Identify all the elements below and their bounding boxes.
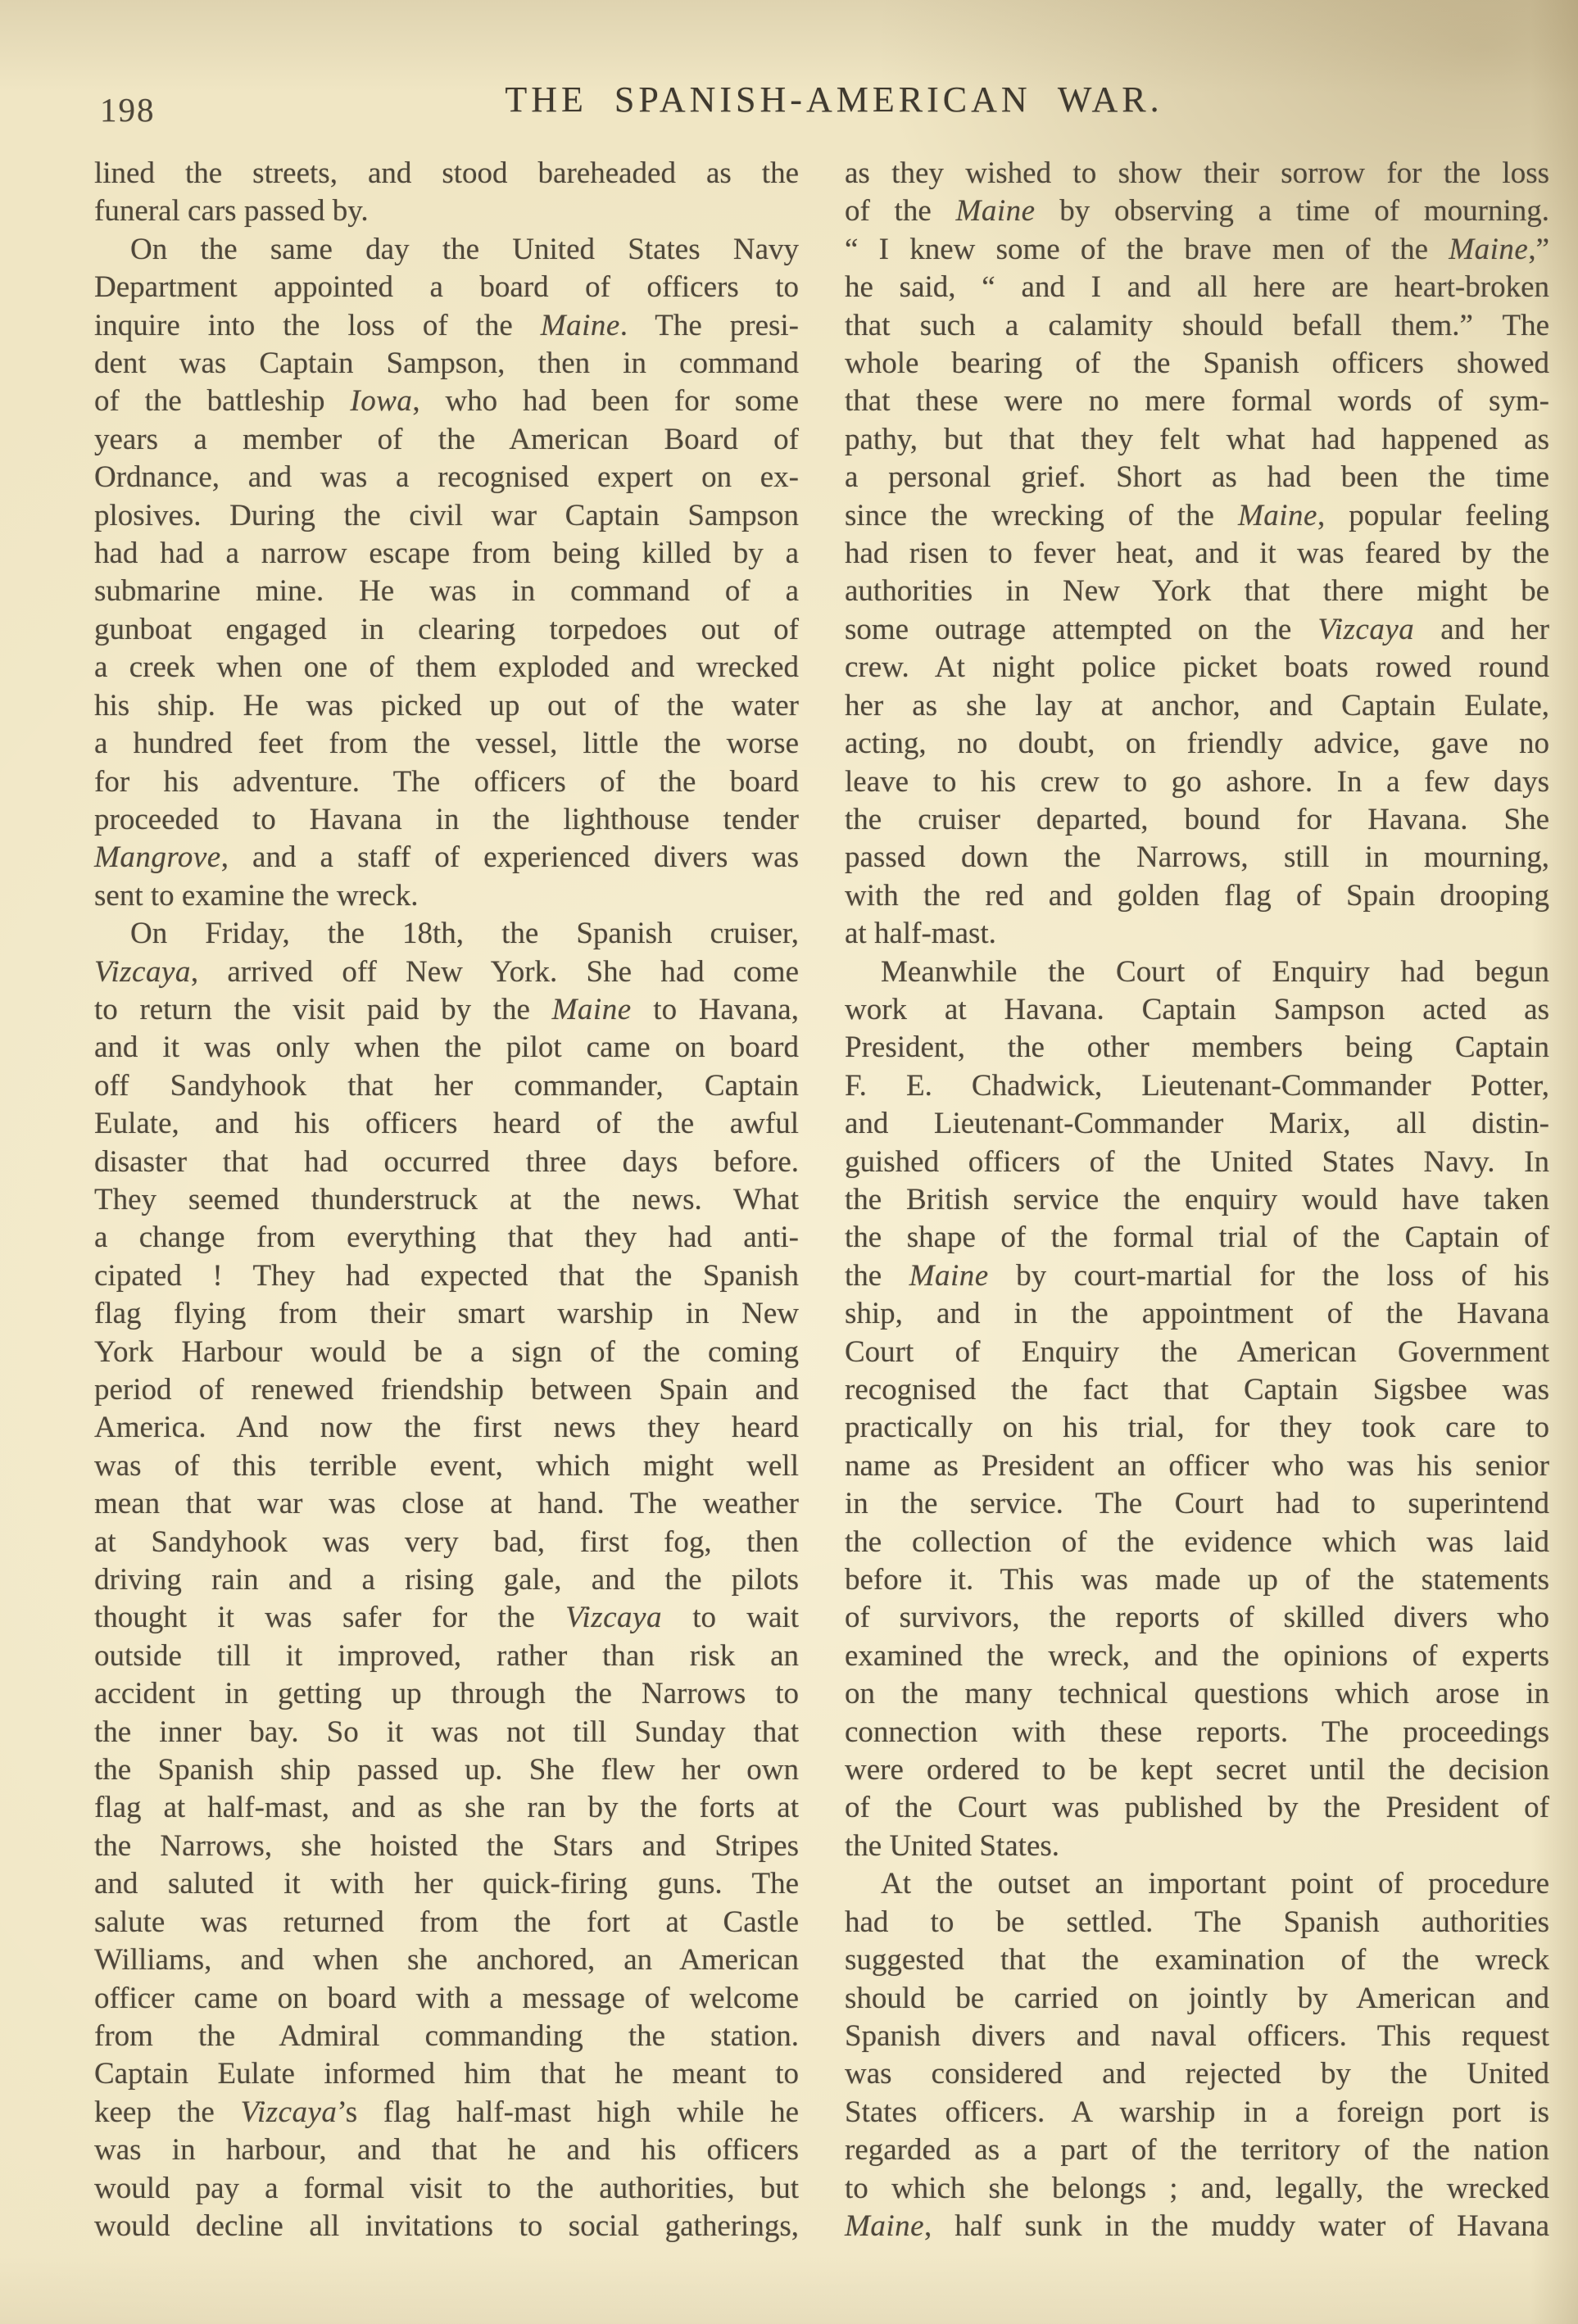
text-line: sent to examine the wreck.: [94, 878, 419, 913]
text-line: of survivors, the reports of skilled divers who: [845, 1601, 1549, 1635]
text-line: York Harbour would be a sign of the coming: [94, 1334, 799, 1369]
text-line: pathy, but that they felt what had happened as: [845, 422, 1549, 456]
text-line: suggested that the examination of the wreck: [845, 1943, 1549, 1977]
text-line: at half-mast.: [845, 917, 996, 951]
text-line: were ordered to be kept secret until the decision: [845, 1753, 1549, 1787]
text-line: They seemed thunderstruck at the news. What: [94, 1182, 799, 1216]
text-line: Williams, and when she anchored, an American: [94, 1943, 799, 1977]
text-line: and Lieutenant-Commander Marix, all distin-: [845, 1107, 1549, 1141]
text-line: President, the other members being Captain: [845, 1031, 1549, 1065]
text-line: work at Havana. Captain Sampson acted as: [845, 992, 1549, 1026]
text-line: Maine, half sunk in the muddy water of Havana: [845, 2208, 1549, 2243]
text-line: of the battleship Iowa, who had been for some: [94, 384, 799, 419]
text-line: had risen to fever heat, and it was feared by the: [845, 537, 1549, 571]
text-line: some outrage attempted on the Vizcaya and her: [845, 612, 1550, 646]
text-line: that these were no mere formal words of sym-: [845, 384, 1549, 419]
text-line: Captain Eulate informed him that he meant to: [94, 2057, 799, 2091]
text-line: officer came on board with a message of welcome: [94, 1981, 799, 2015]
text-line: he said, “ and I and all here are heart-broken: [845, 270, 1549, 305]
text-line: regarded as a part of the territory of the nation: [845, 2133, 1549, 2168]
text-line: F. E. Chadwick, Lieutenant-Commander Potter,: [845, 1068, 1549, 1103]
text-line: years a member of the American Board of: [94, 422, 799, 456]
text-line: recognised the fact that Captain Sigsbee was: [845, 1373, 1549, 1407]
text-line: the collection of the evidence which was laid: [845, 1524, 1549, 1559]
text-line: the Spanish ship passed up. She flew her own: [94, 1753, 799, 1787]
text-line: flag flying from their smart warship in New: [94, 1297, 799, 1331]
text-line: inquire into the loss of the Maine. The presi-: [94, 308, 799, 342]
text-line: Mangrove, and a staff of experienced divers was: [94, 840, 799, 875]
text-line: as they wished to show their sorrow for the loss: [845, 156, 1549, 190]
text-line: that such a calamity should befall them.” The: [845, 308, 1549, 342]
text-line: from the Admiral commanding the station.: [94, 2018, 799, 2053]
text-line: plosives. During the civil war Captain Sampson: [94, 498, 799, 532]
text-line: in the service. The Court had to superintend: [845, 1487, 1549, 1521]
text-line: Spanish divers and naval officers. This request: [845, 2018, 1549, 2053]
text-line: outside till it improved, rather than risk an: [94, 1638, 799, 1673]
page-number: 198: [100, 91, 156, 129]
text-line: the inner bay. So it was not till Sunday that: [94, 1715, 799, 1749]
text-line: examined the wreck, and the opinions of experts: [845, 1638, 1549, 1673]
text-line: was considered and rejected by the United: [845, 2057, 1549, 2091]
text-columns: [94, 155, 1549, 2245]
text-line: On Friday, the 18th, the Spanish cruiser,: [130, 917, 799, 951]
text-line: disaster that had occurred three days before.: [94, 1144, 799, 1179]
text-line: authorities in New York that there might be: [845, 574, 1549, 609]
text-line: mean that war was close at hand. The weather: [94, 1487, 799, 1521]
text-line: practically on his trial, for they took care to: [845, 1411, 1549, 1445]
text-line: States officers. A warship in a foreign port is: [845, 2095, 1549, 2129]
text-line: a creek when one of them exploded and wrecked: [94, 650, 799, 685]
text-line: with the red and golden flag of Spain drooping: [845, 878, 1549, 913]
text-line: the Narrows, she hoisted the Stars and Stripes: [94, 1828, 799, 1863]
text-line: connection with these reports. The proceedings: [845, 1715, 1549, 1749]
text-line: On the same day the United States Navy: [130, 232, 799, 266]
text-line: the United States.: [845, 1828, 1060, 1863]
text-line: the Maine by court-martial for the loss of his: [845, 1258, 1549, 1293]
text-line: period of renewed friendship between Spain and: [94, 1373, 799, 1407]
text-line: for his adventure. The officers of the board: [94, 764, 799, 799]
text-line: driving rain and a rising gale, and the pilots: [94, 1563, 799, 1597]
text-line: had to be settled. The Spanish authorities: [845, 1905, 1549, 1939]
text-line: the British service the enquiry would have taken: [845, 1182, 1549, 1216]
text-line: a personal grief. Short as had been the time: [845, 460, 1549, 495]
text-line: his ship. He was picked up out of the water: [94, 688, 799, 723]
text-line: the shape of the formal trial of the Captain of: [845, 1221, 1549, 1255]
text-line: “ I knew some of the brave men of the Maine,”: [845, 232, 1549, 266]
text-line: America. And now the first news they heard: [94, 1411, 799, 1445]
text-line: submarine mine. He was in command of a: [94, 574, 799, 609]
text-line: of the Court was published by the President of: [845, 1791, 1549, 1825]
text-line: a change from everything that they had anti-: [94, 1221, 799, 1255]
text-line: Department appointed a board of officers to: [94, 270, 799, 305]
text-line: of the Maine by observing a time of mourning.: [845, 194, 1549, 229]
text-line: Court of Enquiry the American Government: [845, 1334, 1549, 1369]
text-line: was of this terrible event, which might well: [94, 1448, 799, 1483]
text-line: since the wrecking of the Maine, popular feeling: [845, 498, 1549, 532]
text-line: At the outset an important point of procedure: [881, 1867, 1549, 1901]
text-line: at Sandyhook was very bad, first fog, then: [94, 1524, 799, 1559]
text-line: acting, no doubt, on friendly advice, gave no: [845, 727, 1549, 761]
text-line: thought it was safer for the Vizcaya to wait: [94, 1601, 799, 1635]
text-line: and it was only when the pilot came on board: [94, 1031, 799, 1065]
text-line: cipated ! They had expected that the Spanish: [94, 1258, 799, 1293]
text-line: had had a narrow escape from being killed by a: [94, 537, 799, 571]
text-line: funeral cars passed by.: [94, 194, 369, 229]
text-line: before it. This was made up of the statements: [845, 1563, 1549, 1597]
text-line: on the many technical questions which arose in: [845, 1677, 1549, 1711]
text-line: to which she belongs ; and, legally, the wrecked: [845, 2171, 1549, 2205]
text-line: salute was returned from the fort at Castle: [94, 1905, 799, 1939]
text-line: to return the visit paid by the Maine to Havana,: [94, 992, 799, 1026]
text-line: Eulate, and his officers heard of the awful: [94, 1107, 799, 1141]
text-line: proceeded to Havana in the lighthouse tender: [94, 802, 799, 836]
text-line: was in harbour, and that he and his officers: [94, 2133, 799, 2168]
text-line: guished officers of the United States Navy. In: [845, 1144, 1549, 1179]
text-line: a hundred feet from the vessel, little the worse: [94, 727, 799, 761]
text-line: whole bearing of the Spanish officers showed: [845, 347, 1549, 381]
text-line: keep the Vizcaya’s flag half-mast high while he: [94, 2095, 799, 2129]
text-line: name as President an officer who was his senior: [845, 1448, 1549, 1483]
text-line: crew. At night police picket boats rowed round: [845, 650, 1549, 685]
text-line: leave to his crew to go ashore. In a few days: [845, 764, 1549, 799]
text-line: Vizcaya, arrived off New York. She had come: [94, 954, 799, 989]
text-line: would decline all invitations to social gatherings,: [94, 2208, 799, 2243]
text-line: ship, and in the appointment of the Havana: [845, 1297, 1549, 1331]
text-line: should be carried on jointly by American and: [845, 1981, 1549, 2015]
text-line: flag at half-mast, and as she ran by the forts at: [94, 1791, 799, 1825]
text-line: gunboat engaged in clearing torpedoes out of: [94, 612, 799, 646]
right-column: [845, 155, 1549, 2245]
text-line: off Sandyhook that her commander, Captain: [94, 1068, 799, 1103]
text-line: and saluted it with her quick-firing guns. The: [94, 1867, 799, 1901]
text-line: would pay a formal visit to the authorities, but: [94, 2171, 799, 2205]
text-line: Meanwhile the Court of Enquiry had begun: [881, 954, 1549, 989]
text-line: her as she lay at anchor, and Captain Eulate,: [845, 688, 1549, 723]
running-title: THE SPANISH-AMERICAN WAR.: [505, 79, 1163, 120]
text-line: accident in getting up through the Narrows to: [94, 1677, 799, 1711]
text-line: Ordnance, and was a recognised expert on ex-: [94, 460, 799, 495]
text-line: the cruiser departed, bound for Havana. She: [845, 802, 1549, 836]
left-column: [94, 155, 799, 2245]
text-line: dent was Captain Sampson, then in command: [94, 347, 799, 381]
text-line: lined the streets, and stood bareheaded as the: [94, 156, 799, 190]
text-line: passed down the Narrows, still in mourning,: [845, 840, 1549, 875]
